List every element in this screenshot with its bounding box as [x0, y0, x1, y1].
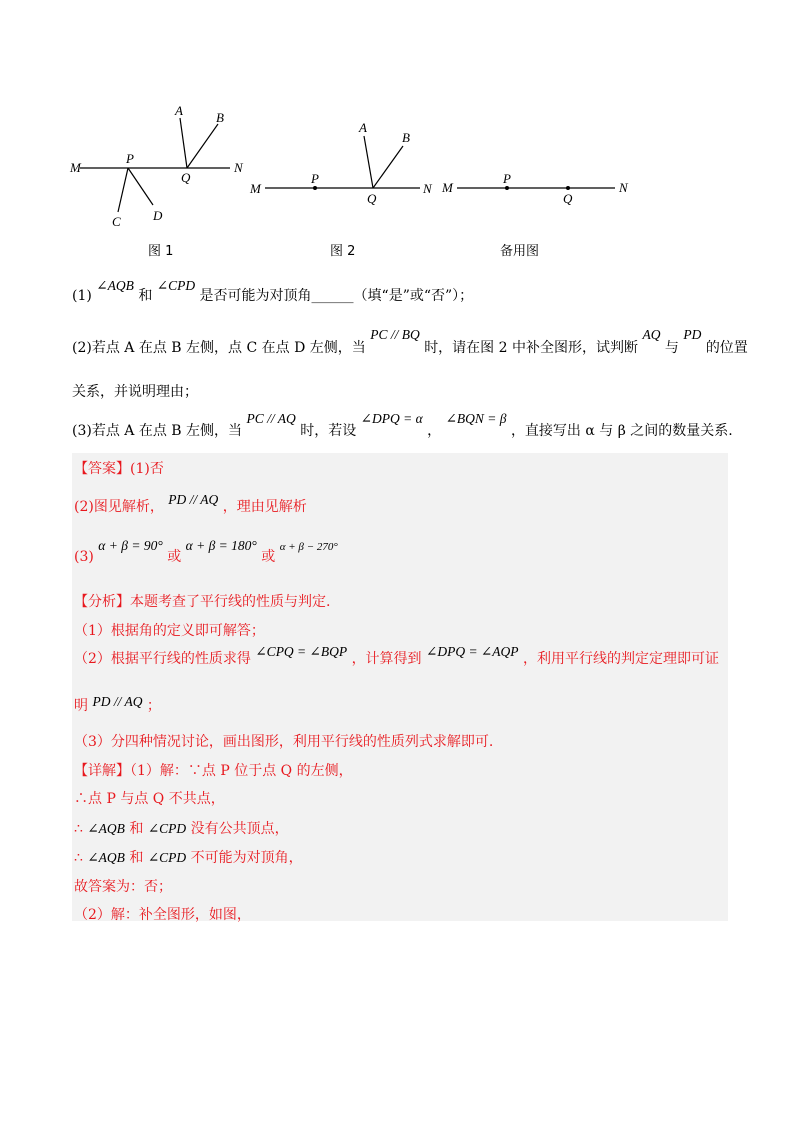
ray-pc — [118, 168, 128, 212]
math-angle-aqb: ∠AQB — [96, 278, 134, 293]
label-b: B — [216, 110, 224, 125]
detail-label: 【详解】（1）解：∵点 P 位于点 Q 的左侧， — [74, 763, 353, 779]
analysis-1: （1）根据角的定义即可解答； — [74, 623, 265, 639]
detail-4: 故答案为：否； — [74, 879, 172, 895]
ray-qa — [364, 136, 373, 188]
label-n: N — [619, 180, 628, 195]
math-angle-cpd-2: ∠CPD — [147, 821, 187, 836]
figure-2-caption: 图 2 — [330, 244, 356, 259]
question-2: (2)若点 A 在点 B 左侧，点 C 在点 D 左侧，当 PC // BQ 时，请在图 2 中补全图形，试判断 AQ 与 PD 的位置 — [72, 327, 748, 356]
figure-3-caption: 备用图 — [500, 244, 540, 259]
analysis-2: （2）根据平行线的性质求得 ∠CPQ = ∠BQP ，计算得到 ∠DPQ = ∠AQP ，利用平行线的判定定理即可证 — [74, 644, 719, 667]
label-n: N — [234, 160, 243, 175]
math-sum-270: α + β − 270° — [279, 541, 338, 553]
label-a: A — [359, 120, 367, 135]
ray-pd — [128, 168, 153, 205]
label-m: M — [70, 160, 81, 175]
figure-1 — [60, 100, 260, 240]
point-q — [566, 186, 570, 190]
math-bqn-beta: ∠BQN = β — [445, 411, 507, 426]
detail-2: ∴ ∠AQB 和 ∠CPD 没有公共顶点， — [74, 821, 289, 837]
math-pd-parallel-aq-2: PD // AQ — [92, 694, 143, 709]
math-dpq-aqp: ∠DPQ = ∠AQP — [426, 644, 519, 659]
label-b: B — [402, 130, 410, 145]
label-p: P — [126, 151, 134, 166]
label-m: M — [442, 180, 453, 195]
question-1: (1) ∠AQB 和 ∠CPD 是否可能为对顶角______（填“是”或“否”）； — [72, 278, 474, 304]
label-a: A — [175, 103, 183, 118]
math-angle-cpd-3: ∠CPD — [147, 850, 187, 865]
detail-3: ∴ ∠AQB 和 ∠CPD 不可能为对顶角， — [74, 850, 303, 866]
math-angle-cpd: ∠CPD — [156, 278, 196, 293]
figure-3 — [435, 168, 645, 213]
analysis-3: 明 PD // AQ ； — [74, 694, 161, 714]
label-m: M — [250, 181, 261, 196]
math-sum-90: α + β = 90° — [98, 538, 163, 553]
figure-1-caption: 图 1 — [148, 244, 174, 259]
math-angle-aqb-2: ∠AQB — [87, 821, 125, 836]
question-2-line2: 关系，并说明理由； — [72, 384, 198, 400]
ray-qb — [373, 146, 403, 188]
analysis-label: 【分析】本题考查了平行线的性质与判定. — [74, 594, 331, 610]
label-n: N — [423, 181, 432, 196]
point-p — [313, 186, 317, 190]
math-pd-parallel-aq: PD // AQ — [168, 492, 219, 507]
label-c: C — [112, 214, 121, 229]
label-q: Q — [367, 191, 377, 206]
label-d: D — [153, 208, 163, 223]
answer-3: (3) α + β = 90° 或 α + β = 180° 或 α + β − 270° — [74, 538, 338, 565]
analysis-4: （3）分四种情况讨论，画出图形，利用平行线的性质列式求解即可. — [74, 734, 494, 750]
question-3: (3)若点 A 在点 B 左侧，当 PC // AQ 时，若设 ∠DPQ = α ， ∠BQN = β ，直接写出 α 与 β 之间的数量关系. — [72, 411, 733, 439]
ray-qb — [187, 124, 218, 168]
label-p: P — [311, 171, 319, 186]
ray-qa — [180, 118, 187, 168]
point-p — [505, 186, 509, 190]
label-p: P — [503, 171, 511, 186]
math-dpq-alpha: ∠DPQ = α — [360, 411, 423, 426]
detail-1: ∴点 P 与点 Q 不共点， — [74, 791, 225, 807]
label-q: Q — [563, 191, 573, 206]
figure-2 — [245, 118, 445, 208]
math-pc-parallel-aq: PC // AQ — [246, 411, 296, 426]
math-aq: AQ — [642, 327, 661, 342]
label-q: Q — [181, 170, 191, 185]
answer-label: 【答案】(1)否 — [74, 461, 164, 477]
answer-2: (2)图见解析， PD // AQ ，理由见解析 — [74, 492, 307, 515]
math-cpq-bqp: ∠CPQ = ∠BQP — [255, 644, 348, 659]
math-pc-parallel-bq: PC // BQ — [370, 327, 420, 342]
math-pd: PD — [683, 327, 702, 342]
math-angle-aqb-3: ∠AQB — [87, 850, 125, 865]
detail-5: （2）解：补全图形，如图， — [74, 907, 251, 923]
math-sum-180: α + β = 180° — [185, 538, 257, 553]
